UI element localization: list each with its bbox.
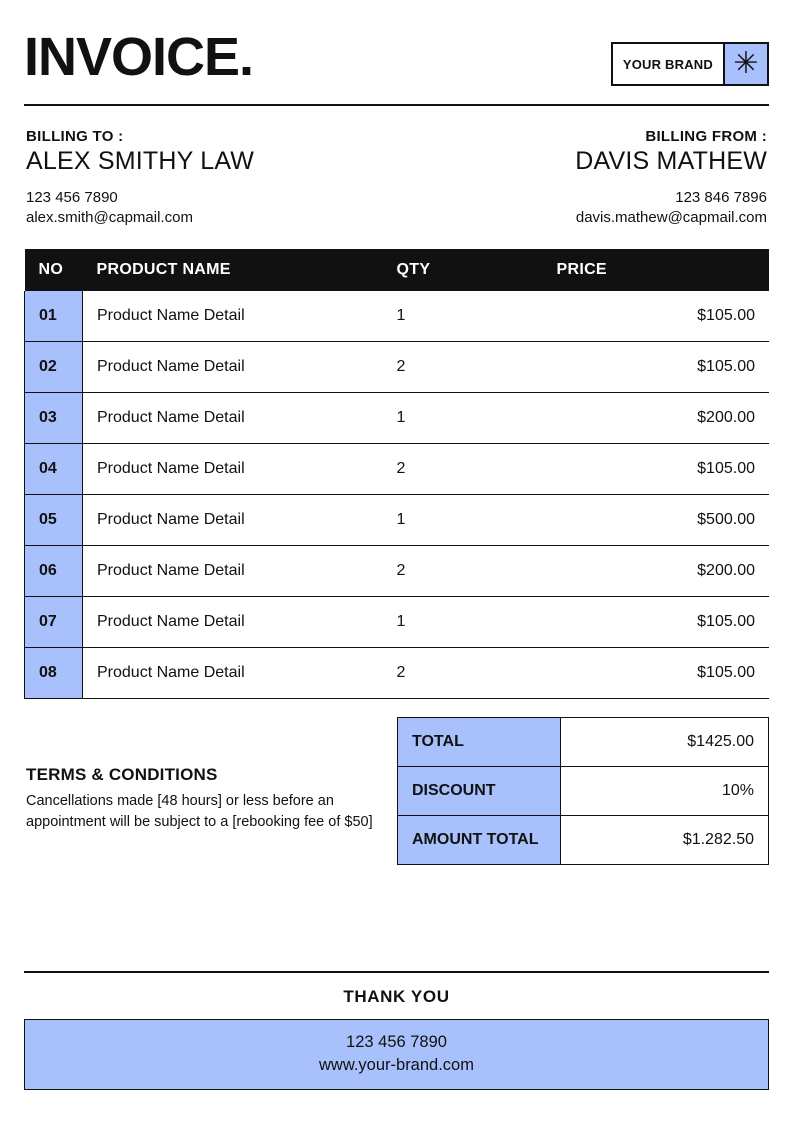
billing-to-phone: 123 456 7890 (26, 189, 118, 206)
billing-to-email: alex.smith@capmail.com (26, 209, 193, 227)
cell-price: $200.00 (543, 545, 770, 596)
table-header-row (25, 249, 770, 291)
thank-you-text: THANK YOU (343, 987, 450, 1007)
cell-price: $105.00 (543, 443, 770, 494)
billing-to-block (26, 128, 254, 229)
terms-title: TERMS & CONDITIONS (26, 764, 218, 784)
table-row (25, 596, 770, 647)
cell-product: Product Name Detail (83, 443, 383, 494)
cell-qty: 1 (383, 494, 543, 545)
asterisk-icon: ✳ (723, 44, 767, 84)
table-row (25, 392, 770, 443)
total-label: TOTAL (398, 717, 561, 766)
cell-no: 06 (25, 545, 83, 596)
cell-qty: 1 (383, 596, 543, 647)
table-row (25, 647, 770, 698)
column-header-no: NO (25, 249, 83, 291)
amount-total-label: AMOUNT TOTAL (398, 815, 561, 864)
cell-no: 02 (25, 341, 83, 392)
footer-phone: 123 456 7890 (346, 1033, 447, 1052)
column-header-price: PRICE (543, 249, 770, 291)
items-table-head (25, 249, 770, 291)
brand-logo (611, 42, 769, 86)
cell-no: 01 (25, 291, 83, 342)
cell-price: $200.00 (543, 392, 770, 443)
brand-label: YOUR BRAND (613, 44, 723, 84)
cell-price: $500.00 (543, 494, 770, 545)
discount-value: 10% (561, 766, 769, 815)
cell-no: 03 (25, 392, 83, 443)
totals-table (397, 717, 769, 865)
cell-product: Product Name Detail (83, 392, 383, 443)
cell-qty: 2 (383, 341, 543, 392)
column-header-product-name: PRODUCT NAME (83, 249, 383, 291)
column-header-qty: QTY (383, 249, 543, 291)
cell-price: $105.00 (543, 341, 770, 392)
cell-qty: 1 (383, 392, 543, 443)
table-row (25, 291, 770, 342)
terms-block (24, 717, 384, 833)
amount-total-value: $1.282.50 (561, 815, 769, 864)
cell-product: Product Name Detail (83, 494, 383, 545)
terms-and-totals (24, 717, 769, 865)
billing-section (24, 106, 769, 249)
cell-product: Product Name Detail (83, 341, 383, 392)
table-row (25, 545, 770, 596)
footer-website[interactable]: www.your-brand.com (319, 1055, 474, 1074)
cell-product: Product Name Detail (83, 545, 383, 596)
cell-qty: 2 (383, 647, 543, 698)
cell-product: Product Name Detail (83, 647, 383, 698)
cell-qty: 2 (383, 545, 543, 596)
items-table-body (25, 291, 770, 699)
cell-price: $105.00 (543, 647, 770, 698)
billing-from-name: DAVIS MATHEW (575, 147, 767, 175)
terms-body: Cancellations made [48 hours] or less before an appointment will be subject to a [rebooking fee of $50] (26, 792, 373, 830)
cell-qty: 1 (383, 291, 543, 342)
cell-no: 07 (25, 596, 83, 647)
items-table (24, 249, 769, 699)
cell-no: 04 (25, 443, 83, 494)
billing-from-block (575, 128, 767, 229)
cell-price: $105.00 (543, 596, 770, 647)
billing-to-label: BILLING TO : (26, 128, 124, 145)
totals-row-total (398, 717, 769, 766)
discount-label: DISCOUNT (398, 766, 561, 815)
contact-bar (24, 1019, 769, 1090)
billing-from-phone: 123 846 7896 (675, 189, 767, 206)
invoice-footer (24, 971, 769, 1090)
invoice-header (24, 24, 769, 104)
cell-product: Product Name Detail (83, 291, 383, 342)
table-row (25, 443, 770, 494)
totals-row-discount (398, 766, 769, 815)
total-value: $1425.00 (561, 717, 769, 766)
cell-no: 05 (25, 494, 83, 545)
cell-qty: 2 (383, 443, 543, 494)
table-row (25, 494, 770, 545)
billing-from-email: davis.mathew@capmail.com (575, 209, 767, 227)
totals-row-amount-total (398, 815, 769, 864)
footer-divider (24, 971, 769, 973)
cell-no: 08 (25, 647, 83, 698)
page-title: INVOICE. (24, 27, 254, 87)
billing-from-label: BILLING FROM : (645, 128, 767, 145)
billing-to-name: ALEX SMITHY LAW (26, 147, 255, 175)
cell-price: $105.00 (543, 291, 770, 342)
table-row (25, 341, 770, 392)
cell-product: Product Name Detail (83, 596, 383, 647)
